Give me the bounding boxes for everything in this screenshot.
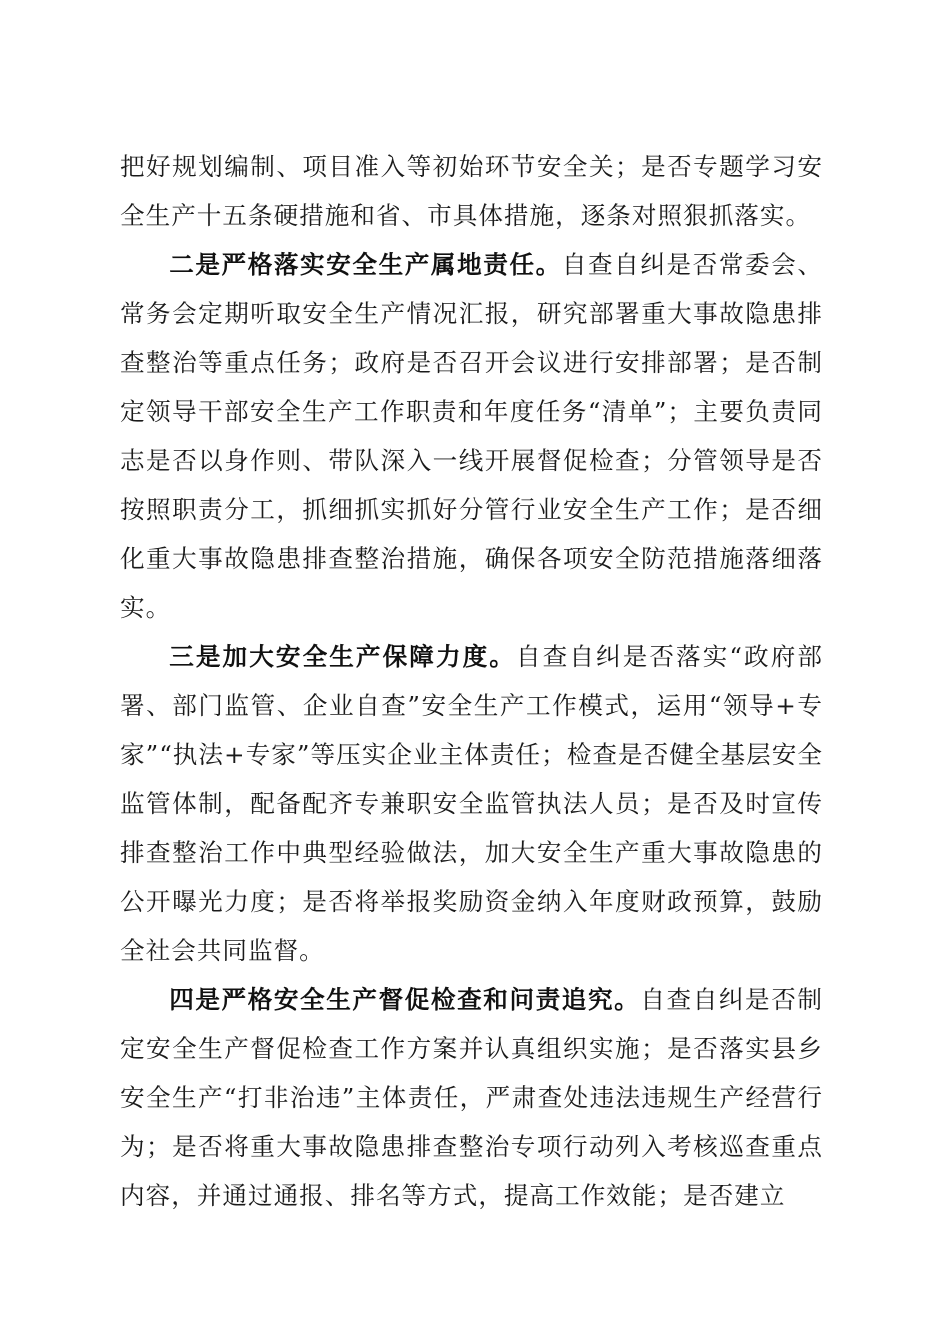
paragraph-heading: 二是严格落实安全生产属地责任。 — [169, 250, 562, 279]
paragraph-territorial-responsibility — [120, 240, 823, 632]
paragraph-inspection-accountability — [120, 975, 823, 1220]
paragraph-body: 把好规划编制、项目准入等初始环节安全关；是否专题学习安全生产十五条硬措施和省、市具体措施，逐条对照狠抓落实。 — [120, 152, 823, 230]
paragraph-heading: 三是加大安全生产保障力度。 — [169, 642, 516, 671]
paragraph-body: 自查自纠是否落实“政府部署、部门监管、企业自查”安全生产工作模式，运用“领导+专家”“执法+专家”等压实企业主体责任；检查是否健全基层安全监管体制，配备配齐专兼职安全监管执法人员；是否及时宣传排查整治工作中典型经验做法，加大安全生产重大事故隐患的公开曝光力度；是否将举报奖励资金纳入年度财政预算，鼓励全社会共同监督。 — [120, 642, 823, 965]
document-body — [120, 142, 823, 1220]
paragraph-body: 自查自纠是否制定安全生产督促检查工作方案并认真组织实施；是否落实县乡安全生产“打非治违”主体责任，严肃查处违法违规生产经营行为；是否将重大事故隐患排查整治专项行动列入考核巡查重点内容，并通过通报、排名等方式，提高工作效能；是否建立 — [120, 985, 823, 1210]
paragraph-body: 自查自纠是否常委会、常务会定期听取安全生产情况汇报，研究部署重大事故隐患排查整治等重点任务；政府是否召开会议进行安排部署；是否制定领导干部安全生产工作职责和年度任务“清单”；主要负责同志是否以身作则、带队深入一线开展督促检查；分管领导是否按照职责分工，抓细抓实抓好分管行业安全生产工作；是否细化重大事故隐患排查整治措施，确保各项安全防范措施落细落实。 — [120, 250, 823, 622]
paragraph-heading: 四是严格安全生产督促检查和问责追究。 — [169, 985, 641, 1014]
paragraph-continuation — [120, 142, 823, 240]
paragraph-safety-guarantee — [120, 632, 823, 975]
